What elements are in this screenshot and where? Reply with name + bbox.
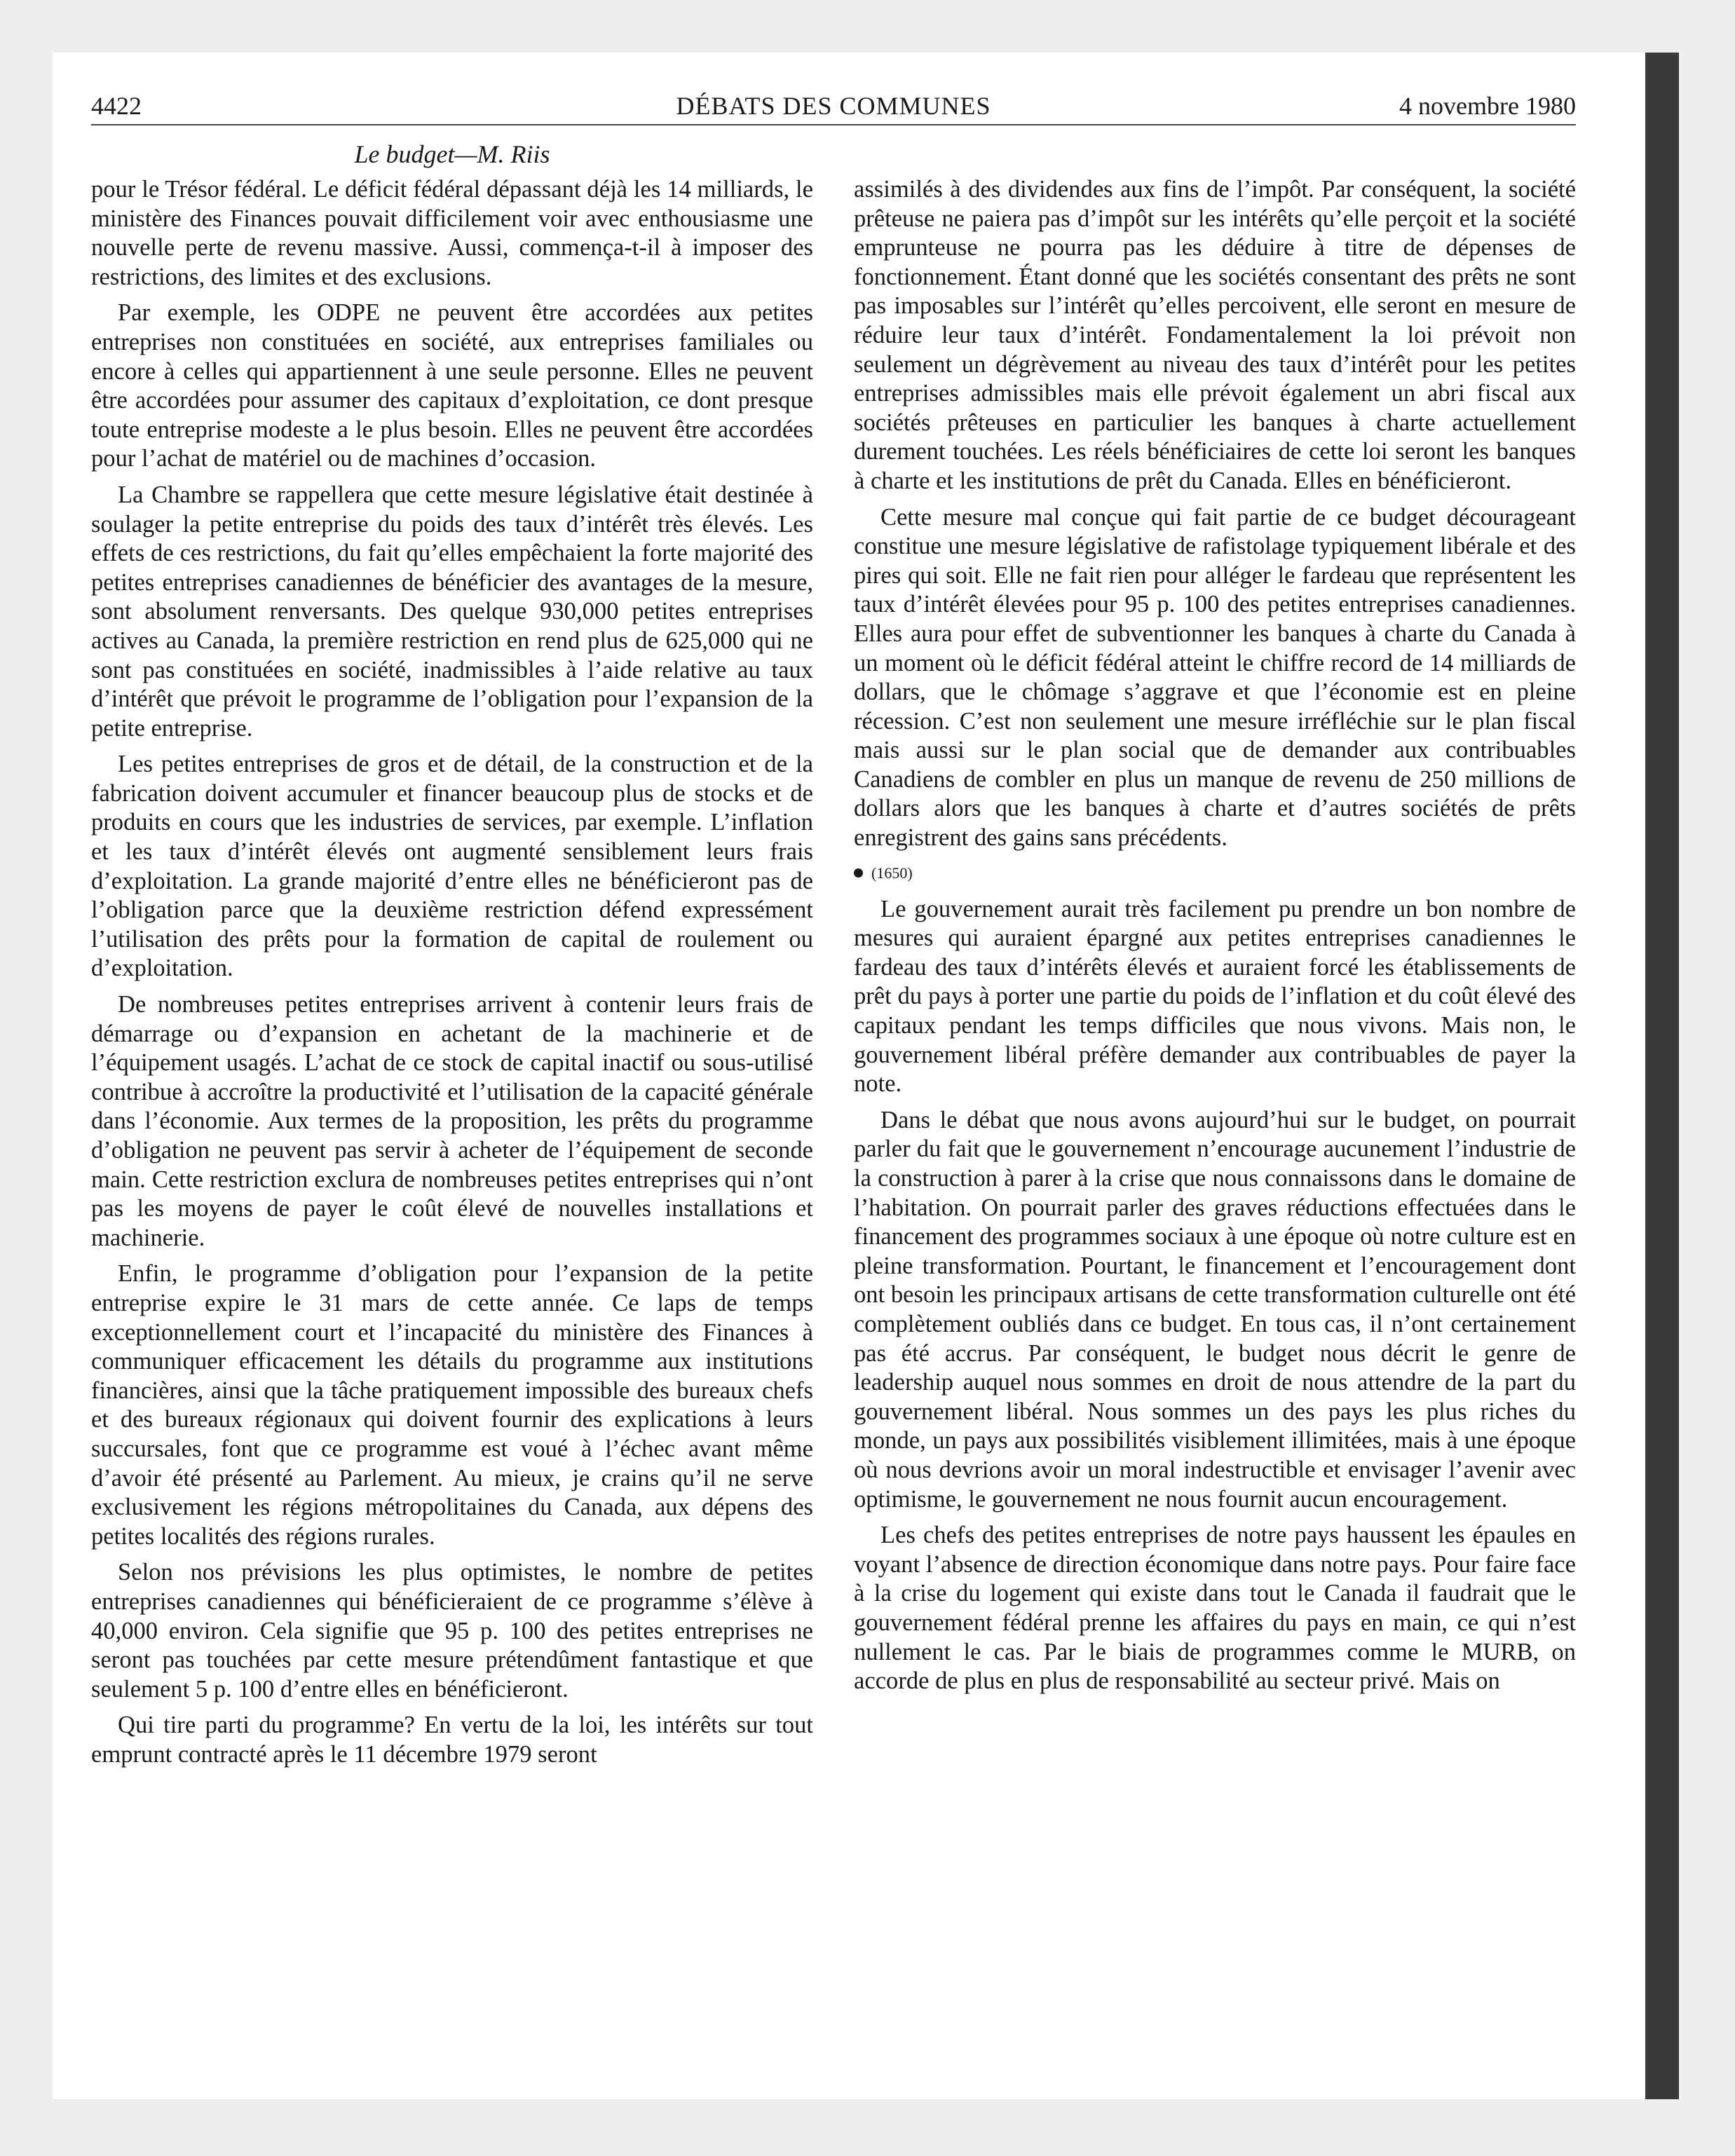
- paragraph: Selon nos prévisions les plus optimistes, le nombre de petites entreprises canadiennes qui bénéficieraient de ce programme s’élève à 40,000 environ. Cela signifie que 95 p. 100 des petites entreprises ne seront pas touchées par cette mesure prétendûment fantastique et que seulement 5 p. 100 d’entre elles en bénéficieront.: [91, 1559, 813, 1703]
- paragraph: Dans le débat que nous avons aujourd’hui sur le budget, on pourrait parler du fait que le gouvernement n’encourage aucunement l’industrie de la construction à parer à la crise que nous connaissons dans le domaine de l’habitation. On pourrait parler des graves réductions effectuées dans le financement des programmes sociaux à une époque où notre culture est en pleine transformation. Pourtant, le financement et l’encouragement dont ont besoin les principaux artisans de cette transformation culturelle ont été complètement oubliés dans ce budget. En tous cas, il n’ont certainement pas été accrus. Par conséquent, le budget nous décrit le genre de leadership auquel nous sommes en droit de nous attendre de la part du gouvernement libéral. Nous sommes un des pays les plus riches du monde, un pays aux possibilités visiblement illimitées, mais à une époque où nous devrions avoir un moral indestructible et envisager l’avenir avec optimisme, le gouvernement ne nous fournit aucun encouragement.: [854, 1106, 1576, 1513]
- issue-date: 4 novembre 1980: [1399, 92, 1576, 120]
- paragraph: La Chambre se rappellera que cette mesure législative était destinée à soulager la petite entreprise du poids des taux d’intérêt très élevés. Les effets de ces restrictions, du fait qu’elles empêchaient la forte majorité des petites entreprises canadiennes de bénéficier des avantages de la mesure, sont absolument renversants. Des quelque 930,000 petites entreprises actives au Canada, la première restriction en rend plus de 625,000 qui ne sont pas constituées en société, inadmissibles à l’aide relative au taux d’intérêt que prévoit le programme de l’obligation pour l’expansion de la petite entreprise.: [91, 481, 813, 742]
- paragraph: Cette mesure mal conçue qui fait partie de ce budget décourageant constitue une mesure législative de rafistolage typiquement libérale et des pires qui soit. Elle ne fait rien pour alléger le fardeau que représentent les taux d’intérêt élevées pour 95 p. 100 des petites entreprises canadiennes. Elles aura pour effet de subventionner les banques à charte du Canada à un moment où le déficit fédéral atteint le chiffre record de 14 milliards de dollars, que le chômage s’aggrave et que l’économie est en pleine récession. C’est non seulement une mesure irréfléchie sur le plan fiscal mais aussi sur le plan social que de demander aux contribuables Canadiens de combler en plus un manque de revenu de 250 millions de dollars alors que les banques à charte et d’autres sociétés de prêts enregistrent des gains sans précédents.: [854, 503, 1576, 852]
- time-marker-text: (1650): [871, 864, 913, 882]
- paragraph: assimilés à des dividendes aux fins de l’impôt. Par conséquent, la société prêteuse ne paiera pas d’impôt sur les intérêts qu’elle perçoit et la société emprunteuse ne pourra pas les déduire à titre de dépenses de fonctionnement. Étant donné que les sociétés consentant des prêts ne sont pas imposables sur l’intérêt qu’elles percoivent, elle seront en mesure de réduire leur taux d’intérêt. Fondamentalement la loi prévoit non seulement un dégrèvement au niveau des taux d’intérêt pour les petites entreprises admissibles mais elle prévoit également un abri fiscal aux sociétés prêteuses en particulier les banques à charte actuellement durement touchées. Les réels bénéficiaires de cette loi seront les banques à charte et les institutions de prêt du Canada. Elles en bénéficieront.: [854, 176, 1576, 494]
- paragraph: Le gouvernement aurait très facilement pu prendre un bon nombre de mesures qui auraient épargné aux petites entreprises canadiennes le fardeau des taux d’intérêts élevés et auraient forcé les établissements de prêt du pays à porter une partie du poids de l’inflation et du coût élevé des capitaux pendant les temps difficiles que nous vivons. Mais non, le gouvernement libéral préfère demander aux contribuables de payer la note.: [854, 895, 1576, 1098]
- paragraph: pour le Trésor fédéral. Le déficit fédéral dépassant déjà les 14 milliards, le ministère des Finances pouvait difficilement voir avec enthousiasme une nouvelle perte de revenu massive. Aussi, commença-t-il à imposer des restrictions, des limites et des exclusions.: [91, 176, 813, 290]
- bullet-icon: [854, 868, 863, 878]
- paragraph: Qui tire parti du programme? En vertu de la loi, les intérêts sur tout emprunt contracté après le 11 décembre 1979 seront: [91, 1712, 813, 1768]
- right-column: [854, 175, 1576, 1696]
- publication-title: DÉBATS DES COMMUNES: [676, 92, 991, 120]
- paragraph: Enfin, le programme d’obligation pour l’expansion de la petite entreprise expire le 31 mars de cette année. Ce laps de temps exceptionnellement court et l’incapacité du ministère des Finances à communiquer efficacement les détails du programme aux institutions financières, ainsi que la tâche pratiquement impossible des bureaux chefs et des bureaux régionaux qui doivent fournir des explications à leurs succursales, font que ce programme est voué à l’échec avant même d’avoir été présenté au Parlement. Au mieux, je crains qu’il ne serve exclusivement les régions métropolitaines du Canada, aux dépens des petites localités des régions rurales.: [91, 1260, 813, 1550]
- paragraph: Par exemple, les ODPE ne peuvent être accordées aux petites entreprises non constituées en société, aux entreprises familiales ou encore à celles qui appartiennent à une seule personne. Elles ne peuvent être accordées pour assumer des capitaux d’exploitation, ce dont presque toute entreprise modeste a le plus besoin. Elles ne peuvent être accordées pour l’achat de matériel ou de machines d’occasion.: [91, 299, 813, 472]
- paragraph: De nombreuses petites entreprises arrivent à contenir leurs frais de démarrage ou d’expansion en achetant de la machinerie et de l’équipement usagés. L’achat de ce stock de capital inactif ou sous-utilisé contribue à accroître la productivité et l’utilisation de la capacité générale dans l’économie. Aux termes de la proposition, les prêts du programme d’obligation ne peuvent pas servir à acheter de l’équipement de seconde main. Cette restriction exclura de nombreuses petites entreprises qui n’ont pas les moyens de payer le coût élevé de nouvelles installations et machinerie.: [91, 991, 813, 1251]
- scan-edge-shadow: [1645, 53, 1679, 2099]
- left-column: [91, 175, 813, 1769]
- paragraph: Les petites entreprises de gros et de détail, de la construction et de la fabrication doivent accumuler et financer beaucoup plus de stocks et de produits en cours que les industries de services, par exemple. L’inflation et les taux d’intérêt élevés ont augmenté sensiblement leurs frais d’exploitation. La grande majorité d’entre elles ne bénéficieront pas de l’obligation parce que la deuxième restriction défend expressément l’utilisation des prêts pour la formation de capital de roulement ou d’exploitation.: [91, 751, 813, 982]
- time-marker: [854, 863, 1576, 884]
- section-subheading: Le budget—M. Riis: [354, 140, 550, 168]
- page-number: 4422: [91, 92, 142, 120]
- paragraph: Les chefs des petites entreprises de notre pays haussent les épaules en voyant l’absence de direction économique dans notre pays. Pour faire face à la crise du logement qui existe dans tout le Canada il faudrait que le gouvernement fédéral prenne les affaires du pays en main, ce qui n’est nullement le cas. Par le biais de programmes comme le MURB, on accorde de plus en plus de responsabilité au secteur privé. Mais on: [854, 1522, 1576, 1695]
- running-head: [91, 88, 1576, 125]
